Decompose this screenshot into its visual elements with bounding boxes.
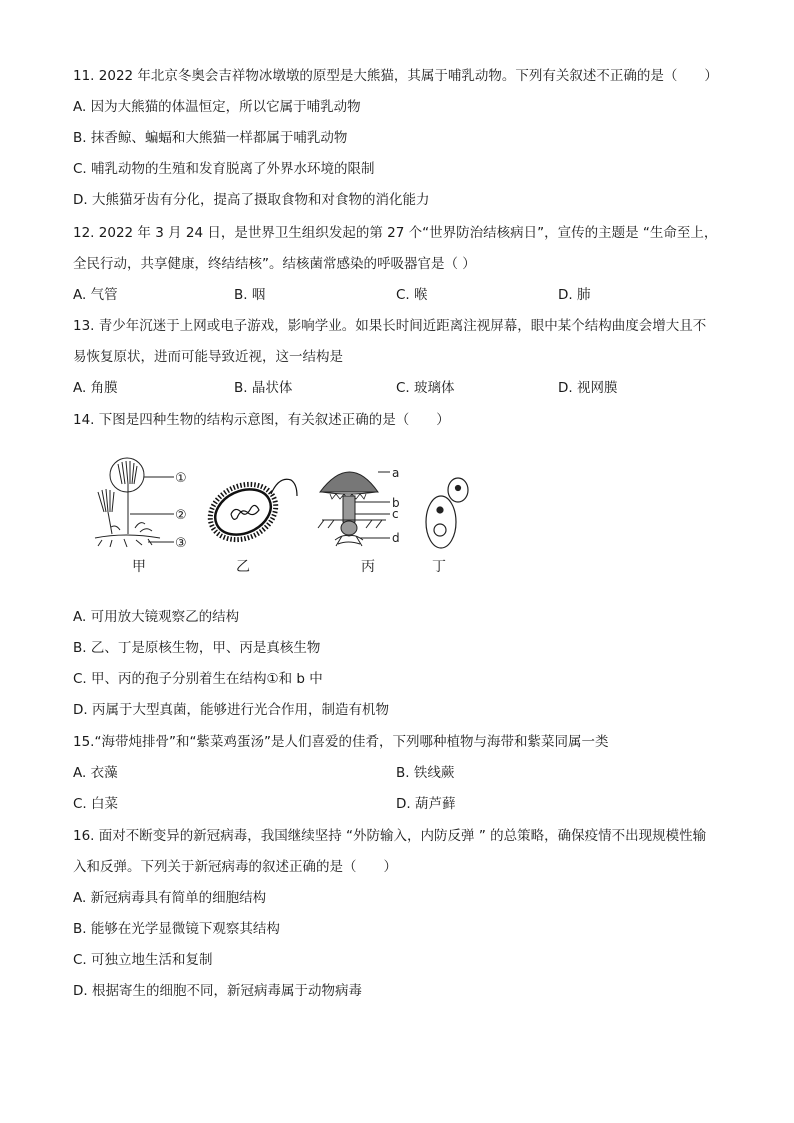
q14-stem: 14. 下图是四种生物的结构示意图，有关叙述正确的是（ ） xyxy=(73,412,450,428)
letter-b: b xyxy=(392,496,400,510)
q16-option-d: D. 根据寄生的细胞不同，新冠病毒属于动物病毒 xyxy=(73,983,362,999)
organism-yi xyxy=(201,474,297,550)
organism-jia xyxy=(95,458,174,547)
q12-stem-line2: 全民行动，共享健康，终结结核”。结核菌常感染的呼吸器官是（ ） xyxy=(73,256,476,272)
q13-option-c: C. 玻璃体 xyxy=(396,380,455,396)
letter-c: c xyxy=(392,507,399,521)
marker-1: ① xyxy=(175,471,187,486)
q13-option-b: B. 晶状体 xyxy=(234,380,293,396)
label-jia: 甲 xyxy=(132,559,146,575)
organism-bing xyxy=(318,472,390,546)
q15-stem: 15.“海带炖排骨”和“紫菜鸡蛋汤”是人们喜爱的佳肴，下列哪种植物与海带和紫菜同属一类 xyxy=(73,734,609,750)
q11-option-d: D. 大熊猫牙齿有分化，提高了摄取食物和对食物的消化能力 xyxy=(73,192,430,208)
q14-option-b: B. 乙、丁是原核生物，甲、丙是真核生物 xyxy=(73,640,321,656)
q16-stem-line1: 16. 面对不断变异的新冠病毒，我国继续坚持 “外防输入，内防反弹 ” 的总策略，确保疫情不出现规模性输 xyxy=(73,828,707,844)
marker-2: ② xyxy=(175,508,187,523)
q12-option-b: B. 咽 xyxy=(234,287,266,303)
letter-d: d xyxy=(392,531,400,545)
q14-option-d: D. 丙属于大型真菌，能够进行光合作用，制造有机物 xyxy=(73,702,389,718)
q14-option-c: C. 甲、丙的孢子分别着生在结构①和 b 中 xyxy=(73,671,323,687)
marker-3: ③ xyxy=(175,536,187,551)
q14-figure xyxy=(90,452,480,582)
q12-option-c: C. 喉 xyxy=(396,287,428,303)
q16-stem-line2: 入和反弹。下列关于新冠病毒的叙述正确的是（ ） xyxy=(73,859,397,875)
q12-option-d: D. 肺 xyxy=(558,287,591,303)
q15-option-b: B. 铁线蕨 xyxy=(396,765,455,781)
q16-option-a: A. 新冠病毒具有简单的细胞结构 xyxy=(73,890,267,906)
q11-option-b: B. 抹香鲸、蝙蝠和大熊猫一样都属于哺乳动物 xyxy=(73,130,348,146)
q13-option-d: D. 视网膜 xyxy=(558,380,618,396)
q15-option-d: D. 葫芦藓 xyxy=(396,796,456,812)
q12-stem-line1: 12. 2022 年 3 月 24 日，是世界卫生组织发起的第 27 个“世界防治结核病日”，宣传的主题是 “生命至上， xyxy=(73,225,718,241)
organism-ding xyxy=(426,478,468,548)
label-bing: 丙 xyxy=(361,559,375,575)
q13-option-a: A. 角膜 xyxy=(73,380,118,396)
letter-a: a xyxy=(392,466,400,480)
q16-option-b: B. 能够在光学显微镜下观察其结构 xyxy=(73,921,280,937)
q11-option-c: C. 哺乳动物的生殖和发育脱离了外界水环境的限制 xyxy=(73,161,375,177)
q12-option-a: A. 气管 xyxy=(73,287,118,303)
q13-stem-line2: 易恢复原状，进而可能导致近视，这一结构是 xyxy=(73,349,343,365)
q13-stem-line1: 13. 青少年沉迷于上网或电子游戏，影响学业。如果长时间近距离注视屏幕，眼中某个结构曲度会增大且不 xyxy=(73,318,707,334)
q14-option-a: A. 可用放大镜观察乙的结构 xyxy=(73,609,240,625)
q15-option-c: C. 白菜 xyxy=(73,796,119,812)
label-ding: 丁 xyxy=(432,559,446,575)
q11-stem: 11. 2022 年北京冬奥会吉祥物冰墩墩的原型是大熊猫，其属于哺乳动物。下列有关叙述不正确的是（ ） xyxy=(73,68,718,84)
q16-option-c: C. 可独立地生活和复制 xyxy=(73,952,213,968)
q15-option-a: A. 衣藻 xyxy=(73,765,118,781)
q11-option-a: A. 因为大熊猫的体温恒定，所以它属于哺乳动物 xyxy=(73,99,361,115)
label-yi: 乙 xyxy=(236,559,250,575)
